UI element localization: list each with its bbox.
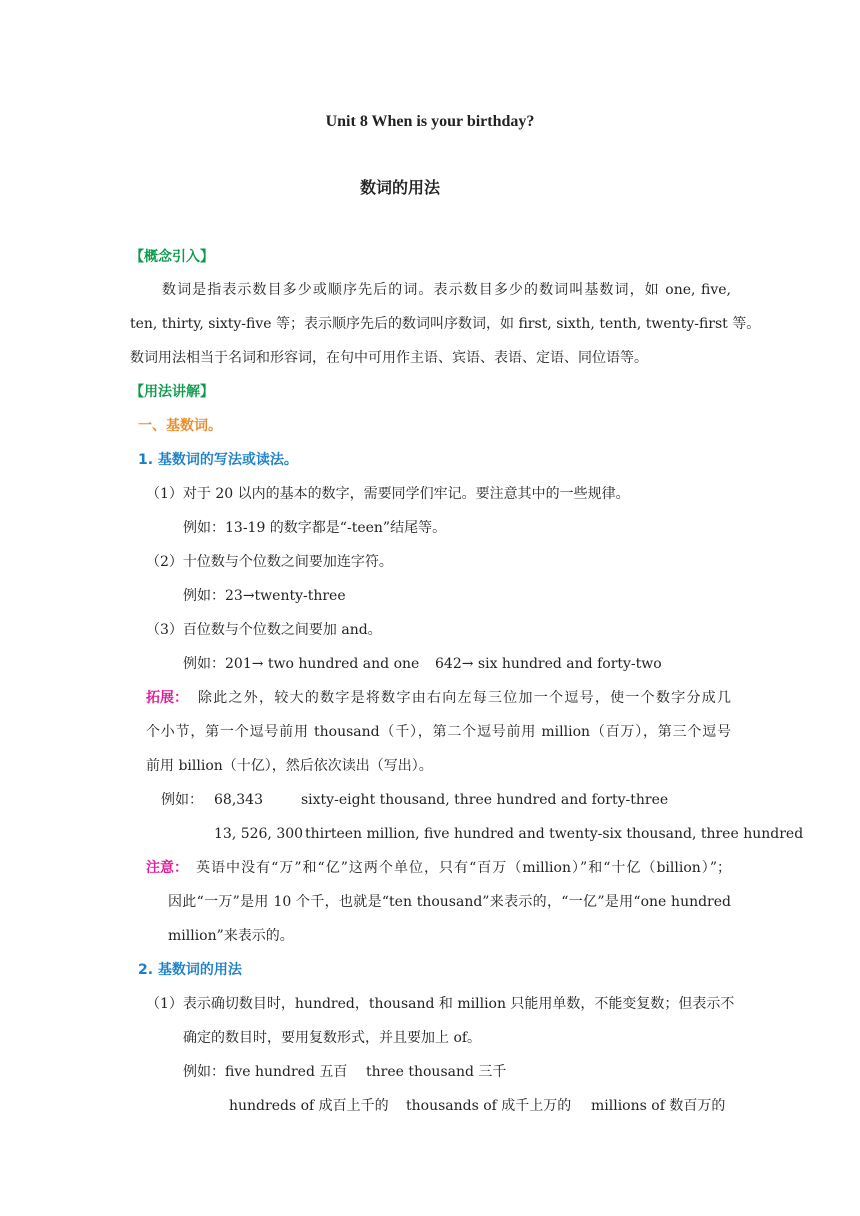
example-3a: 例如：201→ two hundred and one	[183, 656, 420, 672]
concept-line-1: 数词是指表示数目多少或顺序先后的词。表示数目多少的数词叫基数词，如 one, five,	[162, 282, 731, 298]
example-4a-number: 68,343	[214, 792, 263, 808]
rule-1: （1）对于 20 以内的基本的数字，需要同学们牢记。要注意其中的一些规律。	[146, 486, 630, 502]
example-6b: thousands of 成千上万的	[406, 1098, 572, 1114]
note-line-2: 因此“一万”是用 10 个千，也就是“ten thousand”来表示的，“一亿”是用“one hundred	[168, 894, 731, 910]
example-5b: three thousand 三千	[366, 1064, 507, 1080]
concept-line-2: ten, thirty, sixty-five 等；表示顺序先后的数词叫序数词，如 first, sixth, tenth, twenty-first 等。	[130, 316, 761, 332]
concept-heading: 【概念引入】	[130, 249, 214, 265]
note-label: 注意：	[146, 860, 188, 876]
example-6c: millions of 数百万的	[591, 1098, 726, 1114]
note-line-1: 英语中没有“万”和“亿”这两个单位，只有“百万（million）”和“十亿（billion）”；	[196, 860, 731, 876]
example-4-label: 例如：	[161, 792, 203, 808]
note-line-3: million”来表示的。	[168, 928, 294, 944]
example-4a-text: sixty-eight thousand, three hundred and forty-three	[301, 792, 669, 808]
example-6a: hundreds of 成百上千的	[229, 1098, 389, 1114]
rule-4-line-1: （1）表示确切数目时，hundred，thousand 和 million 只能用单数，不能变复数；但表示不	[146, 996, 735, 1012]
example-5a: 例如：five hundred 五百	[183, 1064, 348, 1080]
extend-line-1: 除此之外，较大的数字是将数字由右向左每三位加一个逗号，使一个数字分成几	[198, 690, 731, 706]
example-4b-text: thirteen million, five hundred and twenty-six thousand, three hundred	[305, 826, 804, 842]
rule-2: （2）十位数与个位数之间要加连字符。	[146, 554, 393, 570]
extend-line-3: 前用 billion（十亿），然后依次读出（写出）。	[146, 758, 433, 774]
example-2: 例如：23→twenty-three	[183, 588, 346, 604]
page-title: Unit 8 When is your birthday?	[325, 113, 535, 130]
subsection-heading-2: 2. 基数词的用法	[138, 962, 242, 978]
example-4b-number: 13, 526, 300	[214, 826, 304, 842]
example-3b: 642→ six hundred and forty-two	[435, 656, 662, 672]
concept-line-3: 数词用法相当于名词和形容词，在句中可用作主语、宾语、表语、定语、同位语等。	[130, 350, 648, 366]
usage-heading: 【用法讲解】	[130, 384, 214, 400]
page-subtitle: 数词的用法	[359, 178, 440, 197]
subsection-heading-1: 1. 基数词的写法或读法。	[138, 452, 298, 468]
extend-label: 拓展：	[146, 690, 188, 706]
extend-line-2: 个小节，第一个逗号前用 thousand（千），第二个逗号前用 million（百万），第三个逗号	[146, 724, 731, 740]
rule-4-line-2: 确定的数目时，要用复数形式，并且要加上 of。	[183, 1030, 482, 1046]
example-1: 例如：13-19 的数字都是“-teen”结尾等。	[183, 520, 447, 536]
section-heading-cardinal: 一、基数词。	[138, 418, 222, 434]
rule-3: （3）百位数与个位数之间要加 and。	[146, 622, 382, 638]
